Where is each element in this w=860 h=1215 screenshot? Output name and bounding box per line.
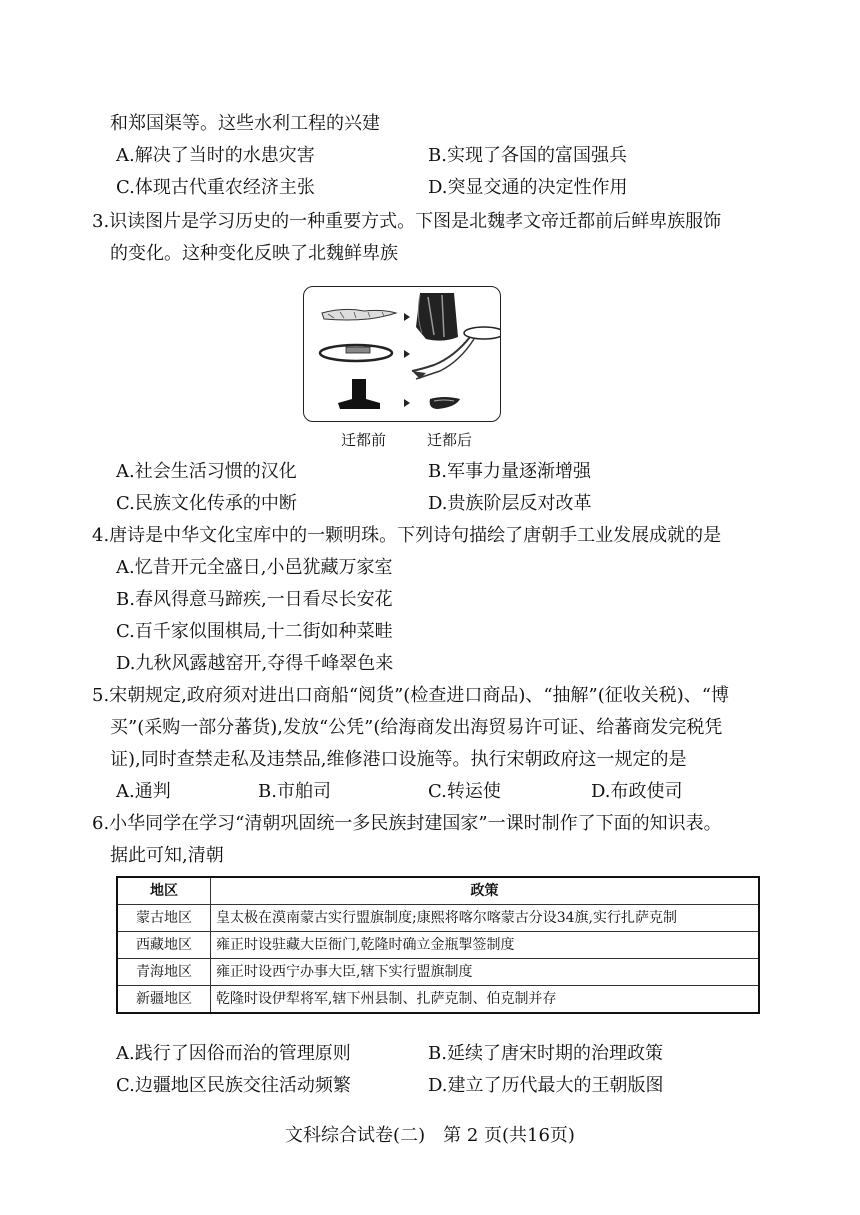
q3-option-c: C.民族文化传承的中断 [116, 493, 297, 514]
qing-policy-table [116, 876, 760, 1014]
arrow-icon-2 [404, 350, 410, 358]
table-row [117, 959, 759, 986]
q6-option-b: B.延续了唐宋时期的治理政策 [428, 1043, 663, 1064]
q2-option-c: C.体现古代重农经济主张 [116, 177, 315, 198]
table-row [117, 932, 759, 959]
han-robe-icon [416, 293, 458, 341]
policy-cell: 雍正时设西宁办事大臣,辖下实行盟旗制度 [211, 959, 760, 986]
q3-stem-line2: 的变化。这种变化反映了北魏鲜卑族 [110, 243, 398, 264]
q4-option-c: C.百千家似围棋局,十二街如种菜畦 [116, 621, 393, 642]
q6-option-d: D.建立了历代最大的王朝版图 [428, 1075, 664, 1096]
q2-option-b: B.实现了各国的富国强兵 [428, 145, 627, 166]
q2-option-d: D.突显交通的决定性作用 [428, 177, 628, 198]
region-cell: 西藏地区 [117, 932, 211, 959]
q5-stem-line1: 5.宋朝规定,政府须对进出口商船“阅货”(检查进口商品)、“抽解”(征收关税)、“博 [92, 685, 729, 706]
q5-stem-line2: 买”(采购一部分蕃货),发放“公凭”(给海商发出海贸易许可证、给蕃商发完税凭 [110, 717, 723, 738]
table-row [117, 905, 759, 932]
q5-option-a: A.通判 [116, 781, 171, 802]
q4-option-a: A.忆昔开元全盛日,小邑犹藏万家室 [116, 557, 393, 578]
q4-option-d: D.九秋风露越窑开,夺得千峰翠色来 [116, 653, 394, 674]
q5-stem-line3: 证),同时查禁走私及违禁品,维修港口设施等。执行宋朝政府这一规定的是 [110, 749, 687, 770]
q6-stem-line2: 据此可知,清朝 [110, 845, 224, 866]
q4-stem: 4.唐诗是中华文化宝库中的一颗明珠。下列诗句描绘了唐朝手工业发展成就的是 [92, 525, 722, 546]
policy-cell: 乾隆时设伊犁将军,辖下州县制、扎萨克制、伯克制并存 [211, 986, 760, 1014]
policy-cell: 皇太极在漠南蒙古实行盟旗制度;康熙将喀尔喀蒙古分设34旗,实行扎萨克制 [211, 905, 760, 932]
arrow-icon-1 [404, 313, 410, 321]
q3-option-b: B.军事力量逐渐增强 [428, 461, 591, 482]
q5-option-d: D.布政使司 [591, 781, 683, 802]
header-policy: 政策 [211, 877, 760, 905]
q2-option-a: A.解决了当时的水患灾害 [116, 145, 315, 166]
page-footer: 文科综合试卷(二) 第 2 页(共16页) [285, 1125, 575, 1146]
belt-icon [320, 345, 392, 361]
header-region: 地区 [117, 877, 211, 905]
q4-option-b: B.春风得意马蹄疾,一日看尽长安花 [116, 589, 393, 610]
q6-stem-line1: 6.小华同学在学习“清朝巩固统一多民族封建国家”一课时制作了下面的知识表。 [92, 813, 722, 834]
q5-option-b: B.市舶司 [258, 781, 331, 802]
caption-before-move: 迁都前 [341, 431, 387, 449]
q3-stem-line1: 3.识读图片是学习历史的一种重要方式。下图是北魏孝文帝迁都前后鲜卑族服饰 [92, 211, 722, 232]
policy-cell: 雍正时设驻藏大臣衙门,乾隆时确立金瓶掣签制度 [211, 932, 760, 959]
region-cell: 新疆地区 [117, 986, 211, 1014]
region-cell: 蒙古地区 [117, 905, 211, 932]
table-header-row [117, 877, 759, 905]
q3-option-d: D.贵族阶层反对改革 [428, 493, 592, 514]
q3-option-a: A.社会生活习惯的汉化 [116, 461, 297, 482]
q5-option-c: C.转运使 [428, 781, 501, 802]
clothing-change-illustration [304, 287, 500, 421]
q2-stem-tail: 和郑国渠等。这些水利工程的兴建 [110, 113, 380, 134]
arrow-icon-3 [404, 399, 410, 407]
xianbei-clothing-figure [303, 286, 501, 422]
slipper-icon [430, 397, 460, 409]
boot-icon [338, 379, 380, 409]
fur-garment-icon [322, 309, 396, 320]
q6-option-c: C.边疆地区民族交往活动频繁 [116, 1075, 351, 1096]
q6-option-a: A.践行了因俗而治的管理原则 [116, 1043, 351, 1064]
table-row [117, 986, 759, 1014]
caption-after-move: 迁都后 [427, 431, 473, 449]
region-cell: 青海地区 [117, 959, 211, 986]
